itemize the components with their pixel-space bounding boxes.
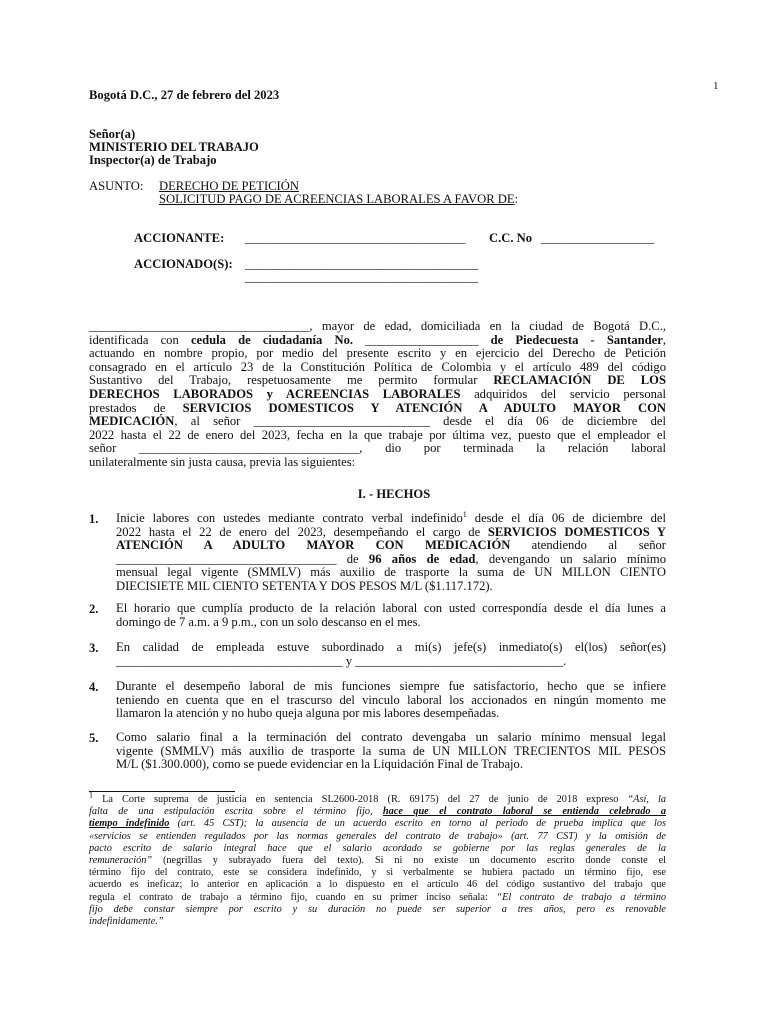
fact-line: teniendo en cuenta que en el trascurso del vinculo laboral los accionados en ningún momento me xyxy=(116,692,666,707)
footnote-line xyxy=(89,818,666,830)
section-title: I. - HECHOS xyxy=(357,487,431,501)
fact-line: domingo de 7 a.m. a 9 p.m., con un solo descanso en el mes. xyxy=(116,614,421,629)
intro-bold: cedula de ciudadanía No. xyxy=(190,332,354,347)
fact-number: 4. xyxy=(89,680,99,694)
fact-line xyxy=(116,553,666,567)
footnote-line: fijo debe constar siempre por escrito y su duración no puede ser superior a tres años, pero es renovable xyxy=(89,903,666,915)
footnote-line xyxy=(89,790,666,806)
intro-bold: MEDICACIÓN xyxy=(89,414,175,429)
footnote-quote: (art. 45 CST); la ausencia de un acuerdo escrito en torno al periodo de prueba implica que los xyxy=(169,818,666,830)
fact-line: mensual legal vigente (SMMLV) más auxilio de trasporte la suma de UN MILLON CIENTO xyxy=(116,565,666,580)
fact-text: desde el día 06 de diciembre del xyxy=(466,511,667,525)
footnote-separator xyxy=(89,791,235,792)
footnote-text: (negrillas y subrayado fuera del texto). Si ni no existe un documento escrito donde conste el xyxy=(152,855,666,867)
footnote-line: indefinidamente.” xyxy=(89,916,164,928)
footnote-quote: “Así, la xyxy=(627,794,666,805)
fact-3 xyxy=(116,641,666,668)
fact-line: En calidad de empleada estuve subordinado a mi(s) jefe(s) inmediato(s) el(los) señor(es) xyxy=(116,640,666,654)
accionante-label: ACCIONANTE: xyxy=(134,231,225,245)
footnote-text: regula el contrato de trabajo a término fijo, cuando en su primer inciso señala: xyxy=(89,891,497,903)
intro-line: actuando en nombre propio, por medio del presente escrito y en ejercicio del Derecho de Petición xyxy=(89,346,666,361)
intro-text: , al señor xyxy=(174,414,254,429)
fact-5 xyxy=(116,731,666,772)
fact-number: 3. xyxy=(89,641,99,655)
intro-line xyxy=(89,320,666,334)
intro-line: unilateralmente sin justa causa, previa las siguientes: xyxy=(89,454,356,469)
fact-number: 1. xyxy=(89,512,99,526)
intro-text: adquiridos del servicio personal xyxy=(460,386,666,401)
fact-number: 2. xyxy=(89,602,99,616)
footnote-line xyxy=(89,855,666,867)
date-line: Bogotá D.C., 27 de febrero del 2023 xyxy=(89,88,280,102)
fact-text: , devengando un salario mínimo xyxy=(475,551,667,566)
intro-bold: RECLAMACIÓN DE LOS xyxy=(493,373,666,388)
intro-text: , mayor de edad, domiciliada en la ciudad de Bogotá D.C., xyxy=(309,319,666,333)
intro-line xyxy=(89,402,666,416)
fact-text: atendiendo al señor xyxy=(510,538,666,553)
intro-employer-blank: ____________________________ xyxy=(253,414,430,429)
subject-line-2 xyxy=(159,192,518,206)
intro-name-blank: ___________________________________ xyxy=(89,319,310,333)
footnote-line: término fijo del contrato, este se considera indefinido, y si verbalmente se hubiera pactado un término fijo, ese xyxy=(89,867,666,879)
fact-line xyxy=(116,526,666,540)
intro-text: Sustantivo del Trabajo, respetuosamente me permito formular xyxy=(89,373,494,388)
intro-line xyxy=(89,415,666,429)
subject-block xyxy=(89,179,143,193)
fact-text: 2022 hasta el 22 de enero del 2023, desempeñando el cargo de xyxy=(116,524,488,539)
recipient-org: MINISTERIO DEL TRABAJO xyxy=(89,140,259,154)
fact-4 xyxy=(116,680,666,721)
intro-text: , dio por terminada la relación laboral xyxy=(359,441,666,456)
fact-bold: SERVICIOS DOMESTICOS Y xyxy=(487,524,667,539)
intro-employer-blank: ___________________________________ xyxy=(138,441,360,456)
fact-bold: ATENCIÓN A ADULTO MAYOR CON MEDICACIÓN xyxy=(116,538,511,553)
intro-line xyxy=(89,374,666,388)
subject-line-2-colon: : xyxy=(514,192,519,206)
intro-text: desde el día 06 de diciembre del xyxy=(429,414,666,429)
intro-text: señor xyxy=(89,441,139,456)
accionado-label: ACCIONADO(S): xyxy=(134,257,233,271)
intro-bold: SERVICIOS DOMESTICOS Y ATENCIÓN A ADULTO MAYOR CON xyxy=(182,400,666,415)
intro-paragraph xyxy=(89,320,666,470)
fact-text: y xyxy=(342,653,356,668)
boss-blank: _________________________________ xyxy=(355,653,564,668)
fact-line xyxy=(116,655,666,669)
fact-line: Durante el desempeño laboral de mis funciones siempre fue satisfactorio, hecho que se infiere xyxy=(116,679,666,693)
footnote-line xyxy=(89,892,666,904)
intro-text: identificada con xyxy=(89,332,191,347)
fact-line: vigente (SMMLV) más auxilio de trasporte la suma de UN MILLON TRECIENTOS MIL PESOS xyxy=(116,743,666,758)
footnote-emphasis: tiempo indefinido xyxy=(89,818,170,830)
accionante-blank: ___________________________________ xyxy=(245,231,466,245)
fact-text: . xyxy=(563,653,567,668)
boss-blank: ____________________________________ xyxy=(116,653,343,668)
footnote-text: La Corte suprema de justicia en sentencia SL2600-2018 (R. 69175) del 27 de junio de 2018 expreso xyxy=(93,794,628,805)
fact-line xyxy=(116,539,666,553)
subject-line-2-text: SOLICITUD PAGO DE ACREENCIAS LABORALES A FAVOR DE xyxy=(159,192,515,206)
footnote-ref: 1 xyxy=(462,509,467,519)
fact-text: Inicie labores con ustedes mediante contrato verbal indefinido xyxy=(116,511,463,525)
intro-text: , xyxy=(662,332,667,347)
footnote xyxy=(89,790,666,928)
footnote-line xyxy=(89,806,666,818)
footnote-quote: “El contrato de trabajo a término xyxy=(496,891,666,903)
recipient-salutation: Señor(a) xyxy=(89,127,136,141)
footnote-emphasis: hace que el contrato laboral se entienda celebrado a xyxy=(382,806,666,818)
intro-line: 2022 hasta el 22 de enero del 2023, fecha en la que trabaje por última vez, puesto que el empleador el xyxy=(89,427,666,442)
intro-text: prestados de xyxy=(89,400,183,415)
footnote-mark: 1 xyxy=(89,790,93,800)
fact-line: DIECISIETE MIL CIENTO SETENTA Y DOS PESOS M/L ($1.117.172). xyxy=(116,578,493,593)
fact-line: Como salario final a la terminación del contrato devengaba un salario mínimo mensual legal xyxy=(116,730,666,744)
footnote-quote: falta de una estipulación escrita sobre el término fijo, xyxy=(89,806,383,818)
page-number: 1 xyxy=(713,80,719,92)
cc-blank: __________________ xyxy=(541,231,655,245)
fact-line: M/L ($1.300.000), como se puede evidenciar en la Liquidación Final de Trabajo. xyxy=(116,757,523,772)
accionado-blank-2: _____________________________________ xyxy=(245,270,478,284)
fact-2 xyxy=(116,602,666,629)
footnote-line: «servicios se entienden regulados por las normas generales del contrato de trabajo» (art. 77 CST) y la omisión de xyxy=(89,830,666,842)
footnote-line: pacto escrito de salario integral hace que el salario acordado se gobierne por las reglas generales de la xyxy=(89,842,666,854)
intro-line xyxy=(89,442,666,456)
accionado-blank-1: _____________________________________ xyxy=(245,257,478,271)
intro-line: consagrado en el artículo 23 de la Constitución Política de Colombia y el artículo 489 del código xyxy=(89,359,666,374)
subject-line-1: DERECHO DE PETICIÓN xyxy=(159,179,299,193)
fact-number: 5. xyxy=(89,731,99,745)
fact-text: ___________________________________ de xyxy=(116,551,369,566)
fact-line xyxy=(116,509,667,526)
fact-line: El horario que cumplía producto de la relación laboral con usted correspondía desde el día lunes a xyxy=(116,601,666,615)
intro-line xyxy=(89,388,666,402)
intro-id-blank: __________________ xyxy=(353,332,491,347)
subject-label: ASUNTO: xyxy=(89,179,144,193)
fact-line: llamaron la atención y no hubo queja alguna por mis labores desempeñadas. xyxy=(116,706,500,721)
intro-bold: DERECHOS LABORADOS y ACREENCIAS LABORALES xyxy=(89,386,461,401)
fact-bold: 96 años de edad xyxy=(368,551,476,566)
recipient-role: Inspector(a) de Trabajo xyxy=(89,153,217,167)
fact-1 xyxy=(116,509,667,594)
intro-line xyxy=(89,334,666,348)
footnote-line: acuerdo es ineficaz; lo anterior en aplicación a lo dispuesto en el artículo 46 del código sustantivo del trabajo que xyxy=(89,879,666,891)
cc-label: C.C. No xyxy=(489,231,533,245)
footnote-quote: remuneración” xyxy=(89,855,153,867)
intro-bold: de Piedecuesta - Santander xyxy=(490,332,663,347)
